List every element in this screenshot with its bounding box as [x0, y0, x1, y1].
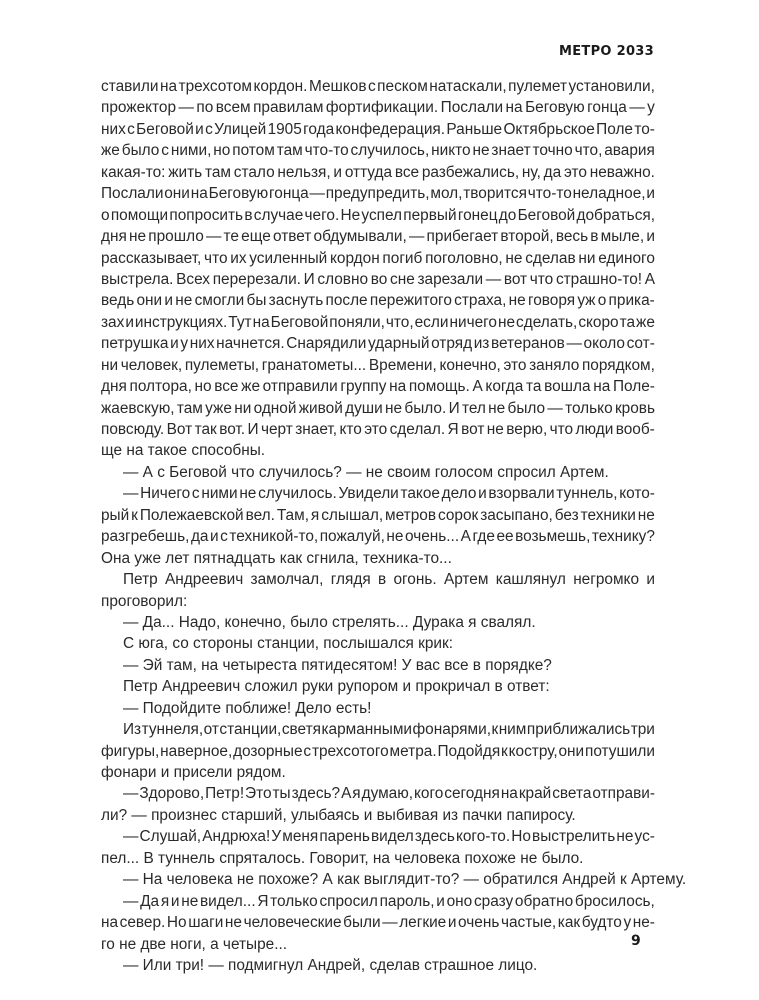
- text-line: жаевскую, там уже ни одной живой души не было. И тел не было — только кровь: [101, 399, 655, 417]
- text-line: ли? — произнес старший, улыбаясь и выбивая из пачки папиросу.: [101, 806, 576, 824]
- text-line: дня полтора, но все же отправили группу на помощь. А когда та вошла на Поле-: [101, 378, 655, 396]
- text-line: — Или три! — подмигнул Андрей, сделав страшное лицо.: [123, 956, 538, 974]
- text-line: проговорил:: [101, 592, 188, 610]
- text-line: дня не прошло — те еще ответ обдумывали, — прибегает второй, весь в мыле, и: [101, 228, 655, 246]
- text-line: — Да... Надо, конечно, было стрелять... Дурака я свалял.: [123, 613, 536, 631]
- text-line: Петр Андреевич сложил руки рупором и прокричал в ответ:: [123, 678, 550, 696]
- text-line: зах и инструкциях. Тут на Беговой поняли, что, если ничего не сделать, скоро та же: [101, 313, 655, 331]
- text-line: же было с ними, но потом там что-то случилось, никто не знает точно что, авария: [101, 142, 655, 160]
- text-line: рый к Полежаевской вел. Там, я слышал, метров сорок засыпано, без техники не: [101, 506, 655, 524]
- text-line: них с Беговой и с Улицей 1905 года конфедерация. Раньше Октябрьское Поле то-: [101, 120, 655, 138]
- text-line: Послали они на Беговую гонца — предупредить, мол, творится что-то неладное, и: [101, 185, 655, 203]
- text-line: — Подойдите поближе! Дело есть!: [123, 699, 372, 717]
- text-line: Петр Андреевич замолчал, глядя в огонь. Артем кашлянул негромко и: [123, 571, 655, 589]
- text-line: прожектор — по всем правилам фортификации. Послали на Беговую гонца — у: [101, 99, 655, 117]
- text-line: го не две ноги, а четыре...: [101, 935, 288, 953]
- text-line: — Да я и не видел... Я только спросил пароль, и оно сразу обратно бросилось,: [123, 892, 655, 910]
- text-line: пел... В туннель спряталось. Говорит, на человека похоже не было.: [101, 849, 584, 867]
- text-line: Она уже лет пятнадцать как сгнила, техника-то...: [101, 549, 452, 567]
- body-text: [101, 76, 687, 976]
- text-line: С юга, со стороны станции, послышался крик:: [123, 635, 454, 653]
- text-line: какая-то: жить там стало нельзя, и оттуда все разбежались, ну, да это неважно.: [101, 163, 655, 181]
- text-line: разгребешь, да и с техникой-то, пожалуй, не очень... А где ее возьмешь, технику?: [101, 528, 655, 546]
- text-line: — Здорово, Петр! Это ты здесь? А я думаю, кого сегодня на край света отправи-: [123, 785, 655, 803]
- text-line: петрушка и у них начнется. Снарядили ударный отряд из ветеранов — около сот-: [101, 335, 655, 353]
- text-line: Из туннеля, от станции, светя карманными фонарями, к ним приближались три: [123, 721, 655, 739]
- text-line: ведь они и не смогли бы заснуть после пережитого страха, не говоря уж о прика-: [101, 292, 655, 310]
- text-line: — На человека не похоже? А как выглядит-то? — обратился Андрей к Артему.: [123, 871, 687, 889]
- text-line: — Ничего с ними не случилось. Увидели такое дело и взорвали туннель, кото-: [123, 485, 655, 503]
- text-line: о помощи попросить в случае чего. Не успел первый гонец до Беговой добраться,: [101, 206, 655, 224]
- text-line: — Слушай, Андрюха! У меня парень видел здесь кого-то. Но выстрелить не ус-: [123, 828, 655, 846]
- text-line: ставили на трехсотом кордон. Мешков с песком натаскали, пулемет установили,: [101, 78, 655, 95]
- page-number: 9: [631, 933, 641, 949]
- text-line: рассказывает, что их усиленный кордон погиб поголовно, не сделав ни единого: [101, 249, 655, 267]
- text-line: на север. Но шаги не человеческие были — легкие и очень частые, как будто у не-: [101, 914, 655, 932]
- text-line: ни человек, пулеметы, гранатометы... Времени, конечно, это заняло порядком,: [101, 356, 655, 374]
- text-line: ще на такое способны.: [101, 442, 266, 460]
- text-line: фонари и присели рядом.: [101, 764, 286, 781]
- text-line: — А с Беговой что случилось? — не своим голосом спросил Артем.: [123, 463, 609, 481]
- text-line: повсюду. Вот так вот. И черт знает, кто это сделал. Я вот не верю, что люди вооб-: [101, 421, 655, 438]
- text-line: выстрела. Всех перерезали. И словно во сне зарезали — вот что страшно-то! А: [101, 270, 655, 288]
- text-line: — Эй там, на четыреста пятидесятом! У вас все в порядке?: [123, 656, 552, 674]
- text-line: фигуры, наверное, дозорные с трехсотого метра. Подойдя к костру, они потушили: [101, 742, 655, 760]
- running-header-title: МЕТРО 2033: [559, 44, 654, 59]
